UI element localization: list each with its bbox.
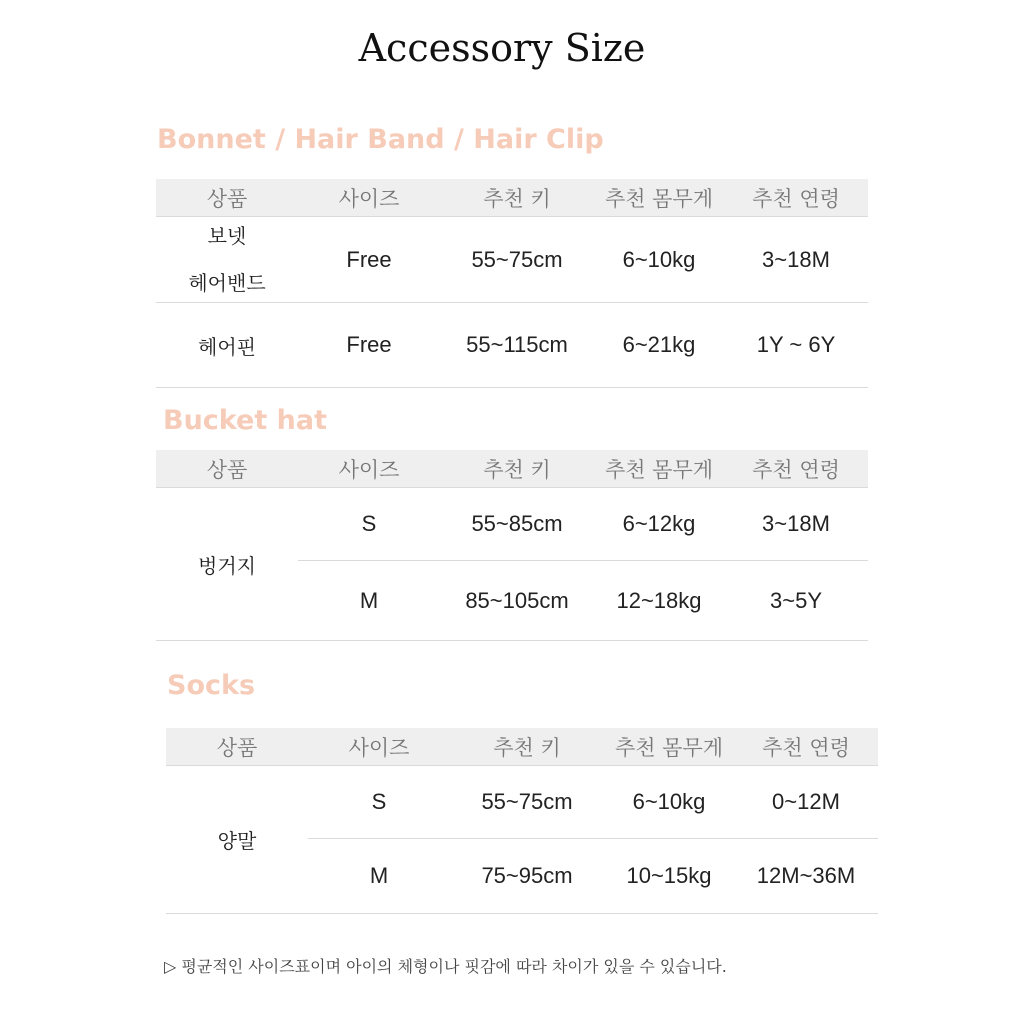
- header-size: 사이즈: [338, 186, 400, 211]
- age-cell: 3~18M: [762, 511, 830, 536]
- header-size: 사이즈: [338, 457, 400, 482]
- product-name: 양말: [217, 829, 257, 853]
- age-cell: 1Y ~ 6Y: [756, 332, 836, 357]
- product-line: 보넷: [207, 223, 247, 248]
- height-cell: 55~115cm: [466, 332, 568, 357]
- weight-cell: 10~15kg: [626, 863, 712, 888]
- header-height: 추천 키: [483, 186, 551, 211]
- size-cell: M: [359, 587, 379, 613]
- table-row: [298, 560, 868, 640]
- size-cell: S: [371, 789, 387, 814]
- weight-cell: 6~10kg: [622, 246, 696, 272]
- size-cell: Free: [346, 246, 392, 272]
- weight-cell: 6~12kg: [622, 511, 696, 536]
- product-name: 헤어핀: [198, 334, 256, 359]
- table-header: [156, 179, 868, 217]
- weight-cell: 6~21kg: [622, 332, 696, 357]
- table-row: [156, 303, 868, 388]
- header-weight: 추천 몸무게: [604, 186, 714, 211]
- size-cell: S: [361, 511, 377, 536]
- header-weight: 추천 몸무게: [604, 457, 714, 482]
- product-line: 헤어밴드: [188, 270, 266, 295]
- product-name: 벙거지: [198, 553, 256, 578]
- table-row: [298, 488, 868, 560]
- table-header: [166, 728, 878, 766]
- size-cell: Free: [346, 332, 392, 357]
- header-height: 추천 키: [493, 735, 561, 760]
- age-cell: 3~5Y: [770, 587, 822, 613]
- table-bucket-hat: [156, 450, 868, 641]
- table-socks: [166, 728, 878, 914]
- height-cell: 55~75cm: [471, 246, 563, 272]
- height-cell: 55~75cm: [481, 789, 573, 814]
- weight-cell: 12~18kg: [616, 587, 702, 613]
- table-row-group: [166, 766, 878, 914]
- header-size: 사이즈: [348, 735, 410, 760]
- footnote: ▷ 평균적인 사이즈표이며 아이의 체형이나 핏감에 따라 차이가 있을 수 있습니다.: [164, 957, 727, 976]
- header-product: 상품: [206, 457, 248, 482]
- height-cell: 75~95cm: [481, 863, 573, 888]
- page-title: Accessory Size: [358, 26, 646, 70]
- header-product: 상품: [216, 735, 258, 760]
- header-weight: 추천 몸무게: [614, 735, 724, 760]
- header-height: 추천 키: [483, 457, 551, 482]
- product-name: [156, 213, 298, 307]
- table-row: [308, 766, 878, 838]
- age-cell: 3~18M: [762, 246, 830, 272]
- table-row: [156, 217, 868, 303]
- table-header: [156, 450, 868, 488]
- height-cell: 85~105cm: [465, 587, 569, 613]
- header-age: 추천 연령: [762, 735, 850, 760]
- table-row: [308, 838, 878, 913]
- section-title-bucket-hat: Bucket hat: [163, 405, 328, 436]
- age-cell: 12M~36M: [756, 863, 856, 888]
- header-age: 추천 연령: [752, 186, 840, 211]
- weight-cell: 6~10kg: [632, 789, 706, 814]
- section-title-socks: Socks: [167, 670, 256, 701]
- header-product: 상품: [206, 186, 248, 211]
- table-bonnet: [156, 179, 868, 388]
- section-title-bonnet: Bonnet / Hair Band / Hair Clip: [157, 124, 604, 155]
- age-cell: 0~12M: [772, 789, 840, 814]
- height-cell: 55~85cm: [471, 511, 563, 536]
- table-row-group: [156, 488, 868, 641]
- header-age: 추천 연령: [752, 457, 840, 482]
- size-cell: M: [369, 863, 389, 888]
